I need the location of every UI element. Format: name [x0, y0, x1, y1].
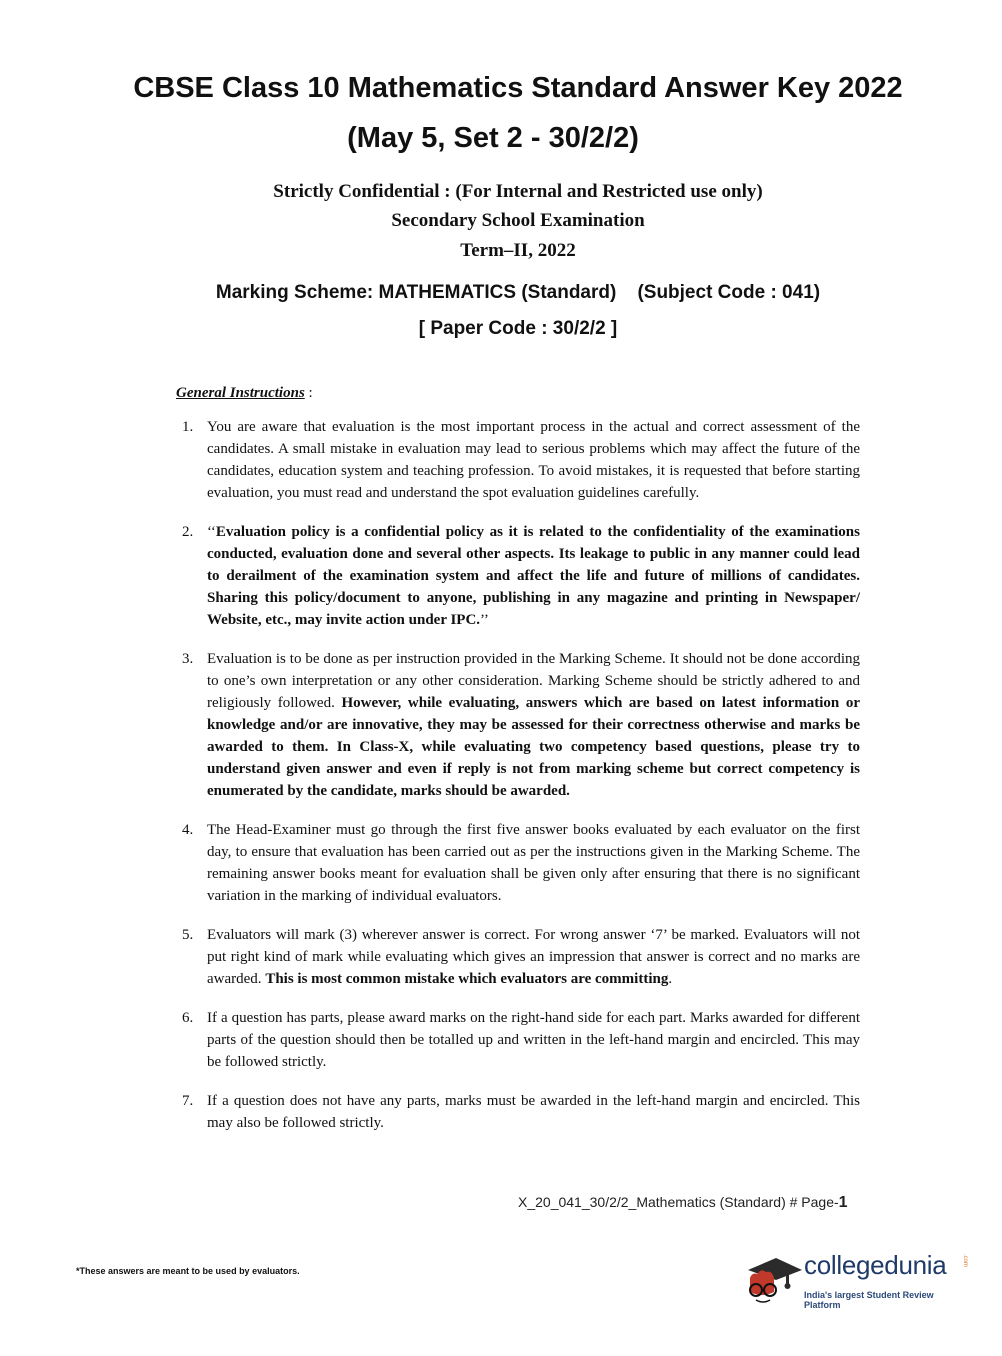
instruction-item	[176, 648, 860, 802]
instruction-text: Evaluation is to be done as per instruction provided in the Marking Scheme. It should not be done according to one’s own interpretation or any other consideration. Marking Scheme should be strictly adhered to and religiously followed.	[207, 651, 860, 711]
instruction-text: Evaluators will mark (3) wherever answer is correct. For wrong answer ‘7’ be marked. Evaluators will not put right kind of mark while evaluating which gives an impression that answer is correct and no marks are awarded.	[207, 927, 860, 987]
instruction-text: You are aware that evaluation is the most important process in the actual and correct assessment of the candidates. A small mistake in evaluation may lead to serious problems which may affect the future of the candidates, education system and teaching profession. To avoid mistakes, it is requested that before starting evaluation, you must read and understand the spot evaluation guidelines carefully.	[207, 419, 860, 501]
general-instructions-colon: :	[304, 385, 313, 401]
logo-brand-text: collegedunia	[804, 1250, 947, 1280]
instruction-item	[176, 819, 860, 907]
instruction-item	[176, 1007, 860, 1073]
logo-tagline: India's largest Student Review Platform	[804, 1290, 934, 1310]
footnote: *These answers are meant to be used by evaluators.	[76, 1266, 300, 1276]
instruction-number: 3.	[182, 651, 194, 667]
instruction-text: The Head-Examiner must go through the first five answer books evaluated by each evaluator on the first day, to ensure that evaluation has been carried out as per the instructions given in the Marking Scheme. The remaining answer books meant for evaluation shall be given only after ensuring that there is no significant variation in the marking of individual evaluators.	[207, 822, 860, 904]
page-number: 1	[838, 1194, 848, 1211]
page-title: CBSE Class 10 Mathematics Standard Answer Key 2022	[133, 72, 903, 104]
instruction-text-bold: Evaluation policy is a confidential policy as it is related to the confidentiality of the examinations conducted, evaluation done and several other aspects. Its leakage to public in any manner could lead to derailment of the examination system and affect the life and future of millions of candidates. Sharing this policy/document to anyone, publishing in any magazine and printing in Newspaper/ Website, etc., may invite action under IPC.	[207, 524, 860, 628]
footer-page-code	[518, 1194, 848, 1212]
marking-scheme-heading: Marking Scheme: MATHEMATICS (Standard) (Subject Code : 041)	[215, 282, 821, 303]
instruction-item	[176, 924, 860, 990]
instruction-number: 5.	[182, 927, 194, 943]
confidential-notice: Strictly Confidential : (For Internal and Restricted use only)	[273, 181, 763, 202]
general-instructions-heading	[176, 385, 313, 402]
instructions-list	[176, 416, 860, 1151]
instruction-item	[176, 416, 860, 504]
instruction-number: 1.	[182, 419, 194, 435]
instruction-text: If a question has parts, please award marks on the right-hand side for each part. Marks awarded for different parts of the question should then be totalled up and written in the left-hand margin and encircled. This may be followed strictly.	[207, 1010, 860, 1070]
collegedunia-logo	[742, 1248, 972, 1308]
instruction-number: 4.	[182, 822, 194, 838]
logo-com-suffix: .com	[962, 1254, 968, 1268]
instruction-text-bold: This is most common mistake which evaluators are committing	[265, 971, 669, 987]
collegedunia-mascot-icon	[742, 1248, 802, 1308]
instruction-number: 7.	[182, 1093, 194, 1109]
instruction-text: ‘‘	[207, 524, 216, 540]
instruction-text-bold: However, while evaluating, answers which are based on latest information or knowledge and/or are innovative, they may be assessed for their correctness otherwise and marks be awarded to them. In Class-X, while evaluating two competency based questions, please try to understand given answer and even if reply is not from marking scheme but correct competency is enumerated by the candidate, marks should be awarded.	[207, 695, 861, 799]
instruction-number: 6.	[182, 1010, 194, 1026]
exam-name: Secondary School Examination	[391, 210, 645, 231]
instruction-text: .	[668, 971, 673, 987]
footer-code-text: X_20_041_30/2/2_Mathematics (Standard) # Page-	[518, 1194, 839, 1210]
instruction-text: If a question does not have any parts, marks must be awarded in the left-hand margin and encircled. This may also be followed strictly.	[207, 1093, 860, 1131]
instruction-item	[176, 521, 860, 631]
general-instructions-label: General Instructions	[176, 385, 305, 401]
exam-term: Term–II, 2022	[460, 240, 576, 261]
instruction-item	[176, 1090, 860, 1134]
instruction-number: 2.	[182, 524, 194, 540]
page-subtitle: (May 5, Set 2 - 30/2/2)	[347, 122, 639, 154]
instruction-text: ’’	[480, 612, 489, 628]
paper-code: [ Paper Code : 30/2/2 ]	[418, 318, 618, 339]
